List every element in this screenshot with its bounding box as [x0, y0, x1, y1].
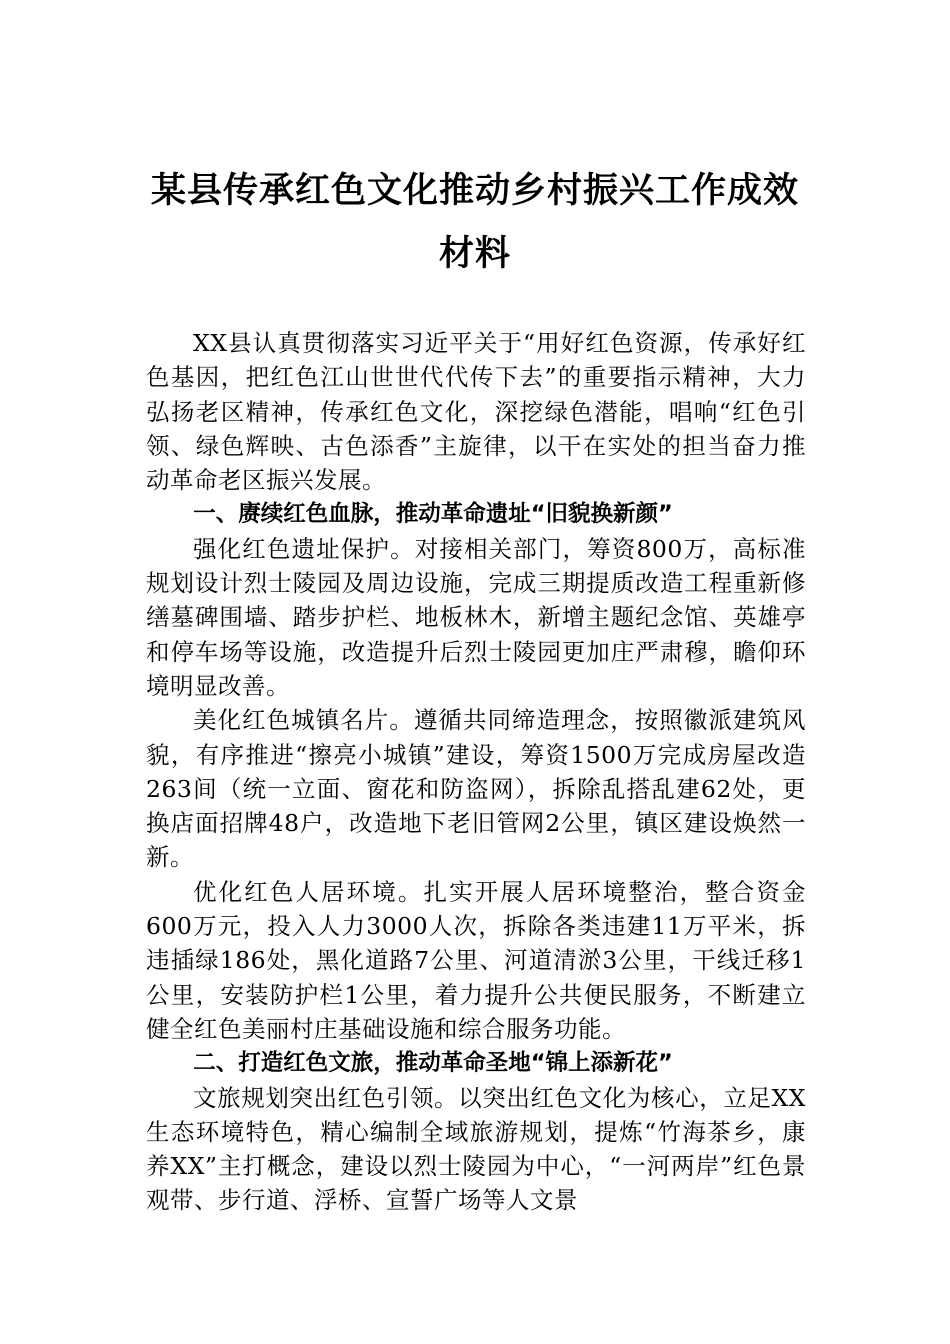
title-line-1: 某县传承红色文化推动乡村振兴工作成效 [150, 171, 799, 211]
section-1-paragraph-3: 优化红色人居环境。扎实开展人居环境整治，整合资金600万元，投入人力3000人次，拆除各类违建11万平米，拆违插绿186处，黑化道路7公里、河道清淤3公里，干线迁移1公里，安装防护栏1公里，着力提升公共便民服务，不断建立健全红色美丽村庄基础设施和综合服务功能。 [146, 877, 806, 1043]
document-body [146, 326, 806, 1218]
section-1-paragraph-2: 美化红色城镇名片。遵循共同缔造理念，按照徽派建筑风貌，有序推进“擦亮小城镇”建设，筹资1500万完成房屋改造263间（统一立面、窗花和防盗网），拆除乱搭乱建62处，更换店面招牌48户，改造地下老旧管网2公里，镇区建设焕然一新。 [146, 706, 806, 872]
intro-paragraph: XX县认真贯彻落实习近平关于“用好红色资源，传承好红色基因，把红色江山世世代代传下去”的重要指示精神，大力弘扬老区精神，传承红色文化，深挖绿色潜能，唱响“红色引领、绿色辉映、古色添香”主旋律，以干在实处的担当奋力推动革命老区振兴发展。 [146, 329, 806, 495]
section-heading-1: 一、赓续红色血脉，推动革命遗址“旧貌换新颜” [193, 501, 673, 528]
document-title [130, 160, 820, 286]
title-line-2: 材料 [438, 234, 511, 274]
section-2-paragraph-1: 文旅规划突出红色引领。以突出红色文化为核心，立足XX生态环境特色，精心编制全域旅游规划，提炼“竹海茶乡，康养XX”主打概念，建设以烈士陵园为中心，“一河两岸”红色景观带、步行道、浮桥、宣誓广场等人文景 [146, 1083, 806, 1215]
section-1-paragraph-1: 强化红色遗址保护。对接相关部门，筹资800万，高标准规划设计烈士陵园及周边设施，完成三期提质改造工程重新修缮墓碑围墙、踏步护栏、地板林木，新增主题纪念馆、英雄亭和停车场等设施，改造提升后烈士陵园更加庄严肃穆，瞻仰环境明显改善。 [146, 534, 806, 700]
section-heading-2: 二、打造红色文旅，推动革命圣地“锦上添新花” [193, 1050, 673, 1077]
